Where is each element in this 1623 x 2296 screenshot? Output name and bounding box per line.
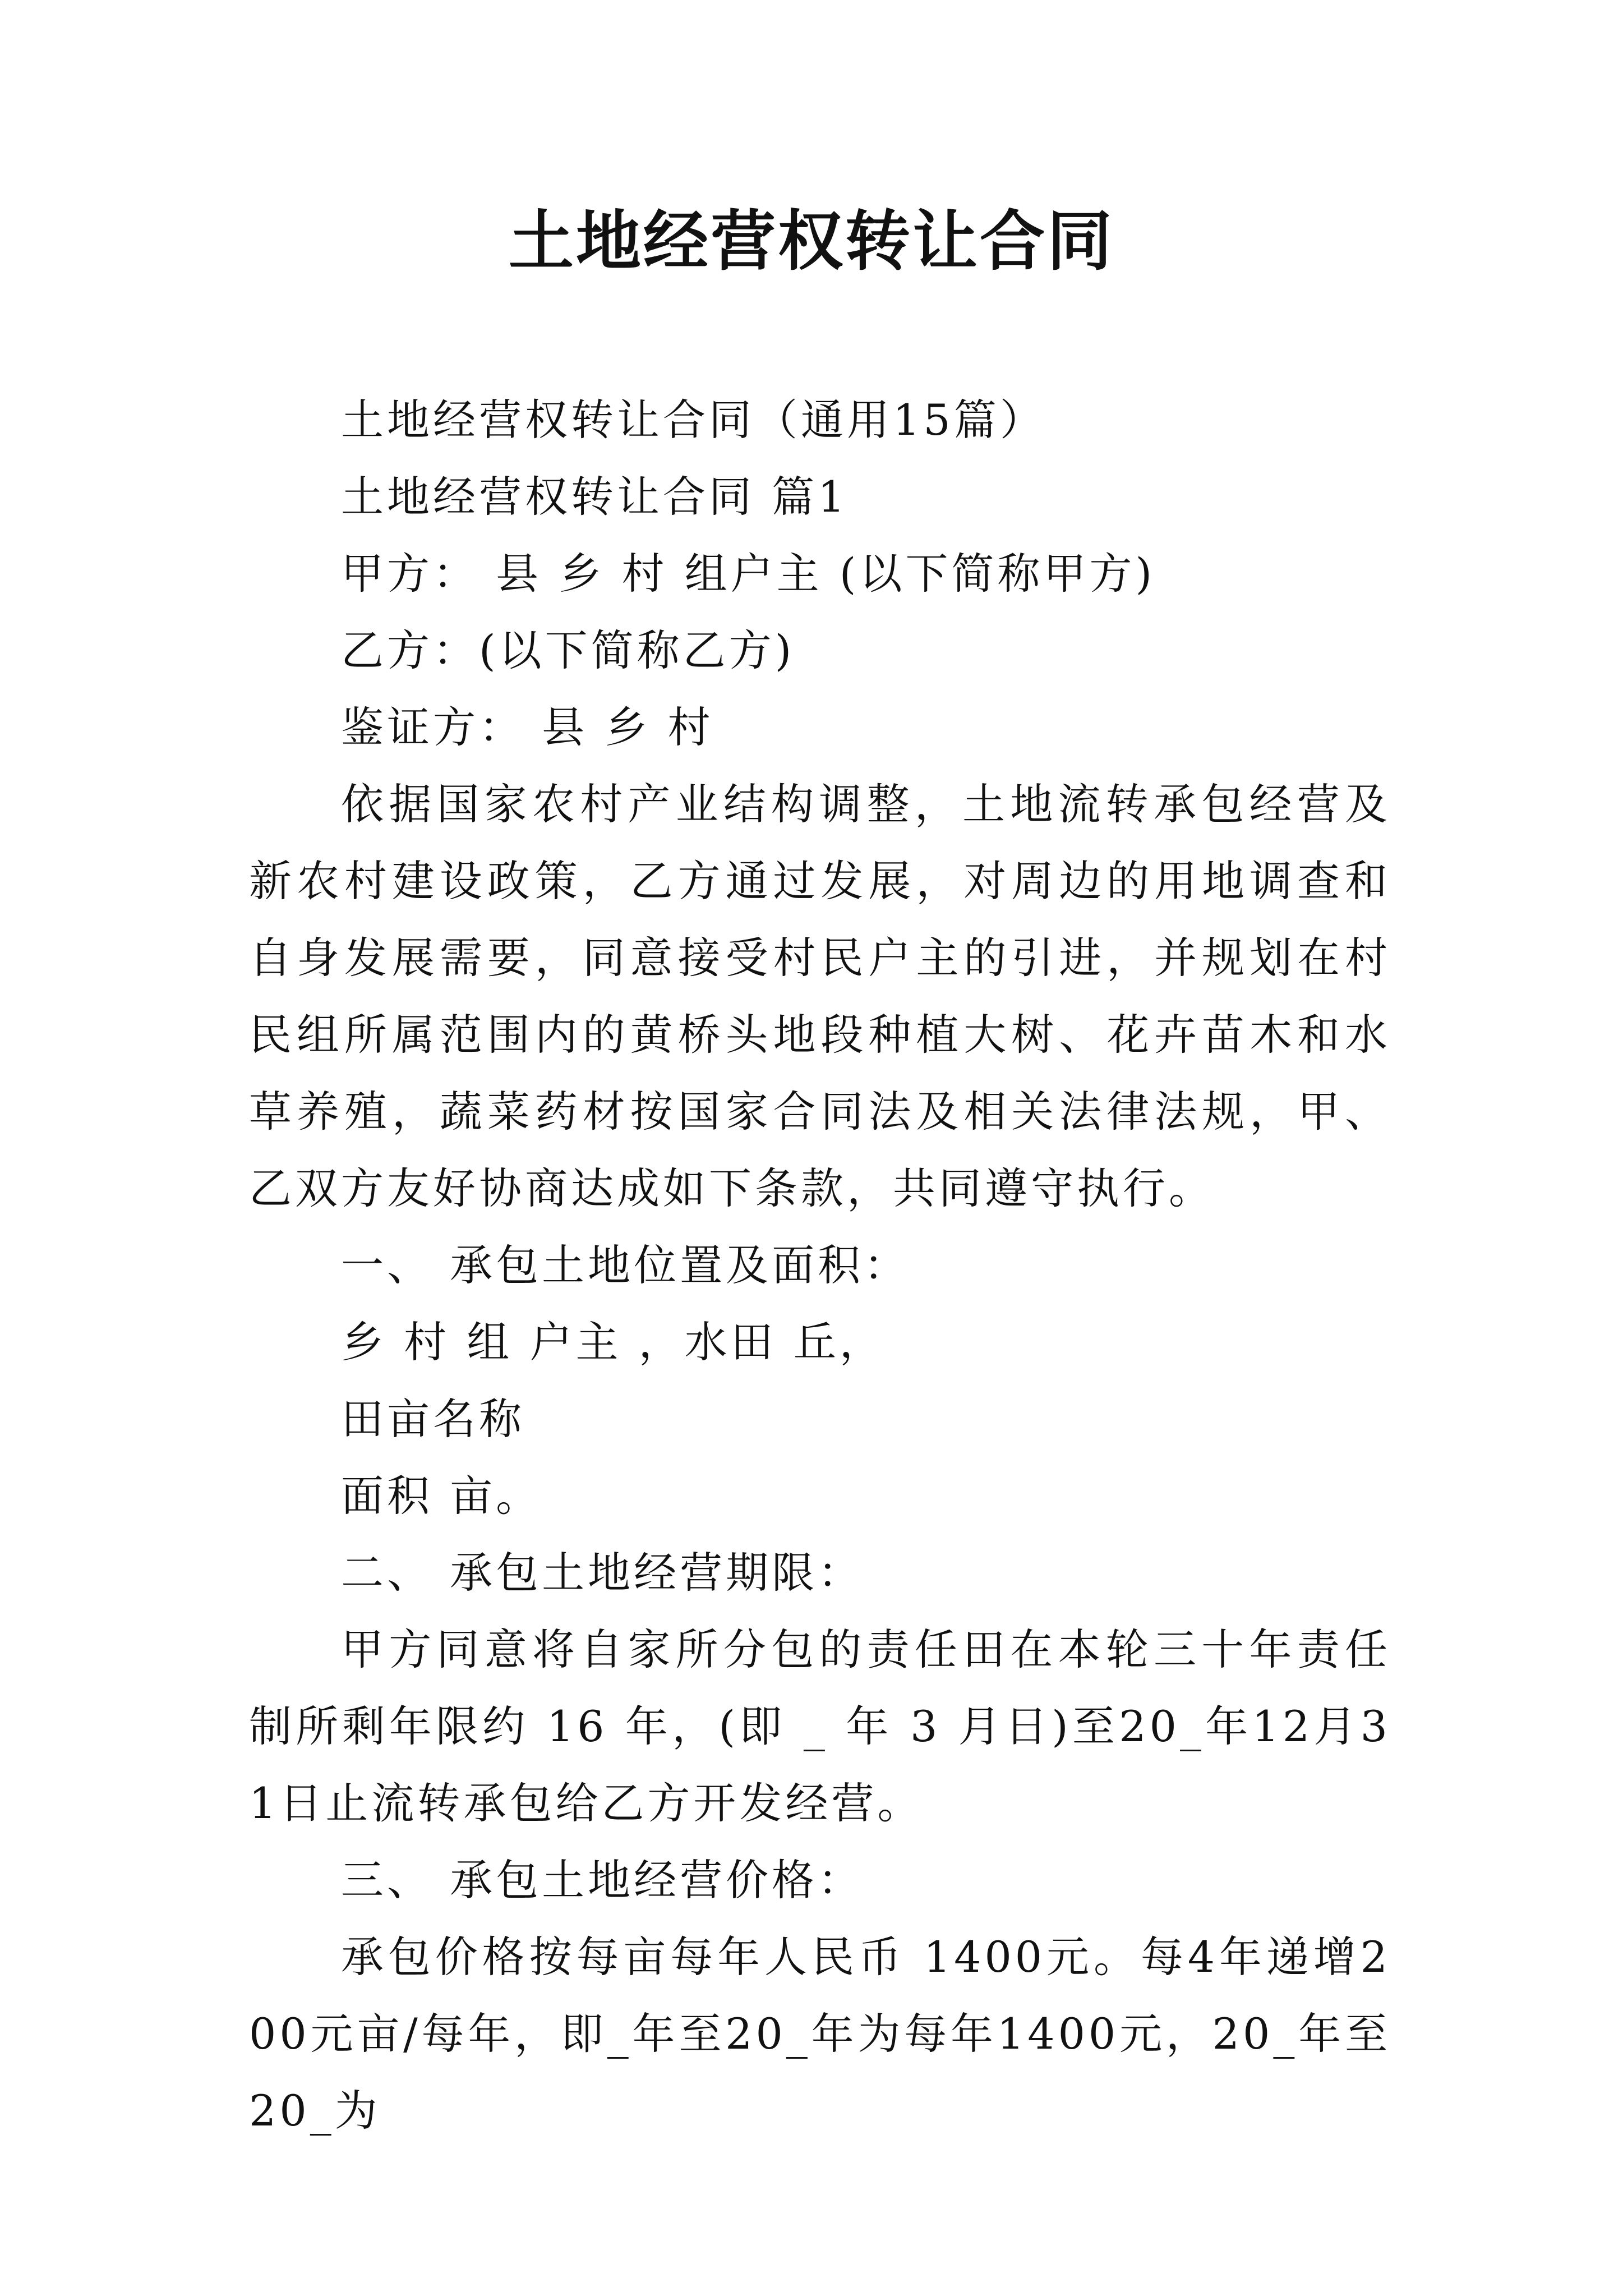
clause-2-heading: 二、 承包土地经营期限： [341, 1548, 864, 1598]
clause-1-heading: 一、 承包土地位置及面积： [341, 1240, 910, 1290]
term-paragraph: 甲方同意将自家所分包的责任田在本轮三十年责任制所剩年限约 16 年，(即 _ 年 3 月日)至20_年12月31日止流转承包给乙方开发经营。 [249, 1625, 1391, 1828]
doc-subtitle: 土地经营权转让合同（通用15篇） [341, 395, 1046, 445]
area-line: 面积 亩。 [341, 1471, 542, 1521]
clause-3-heading: 三、 承包土地经营价格： [341, 1855, 864, 1905]
document-title: 土地经营权转让合同 [509, 203, 1114, 279]
preamble-paragraph: 依据国家农村产业结构调整，土地流转承包经营及新农村建设政策，乙方通过发展，对周边的用地调查和自身发展需要，同意接受村民户主的引进，并规划在村民组所属范围内的黄桥头地段种植大树、花卉苗木和水草养殖，蔬菜药材按国家合同法及相关法律法规，甲、乙双方友好协商达成如下条款，共同遵守执行。 [249, 779, 1391, 1213]
land-location-line: 乡 村 组 户主 ，水田 丘， [341, 1317, 886, 1367]
witness-line: 鉴证方： 县 乡 村 [341, 702, 714, 752]
party-b-line: 乙方：(以下简称乙方) [341, 625, 795, 675]
field-name-line: 田亩名称 [341, 1394, 525, 1444]
document-body [249, 381, 1391, 2149]
section-heading: 土地经营权转让合同 篇1 [341, 472, 849, 522]
party-a-line: 甲方： 县 乡 村 组户主 (以下简称甲方) [341, 549, 1156, 599]
price-paragraph: 承包价格按每亩每年人民币 1400元。每4年递增200元亩/每年，即_年至20_年为每年1400元，20_年至20_为 [249, 1932, 1391, 2136]
